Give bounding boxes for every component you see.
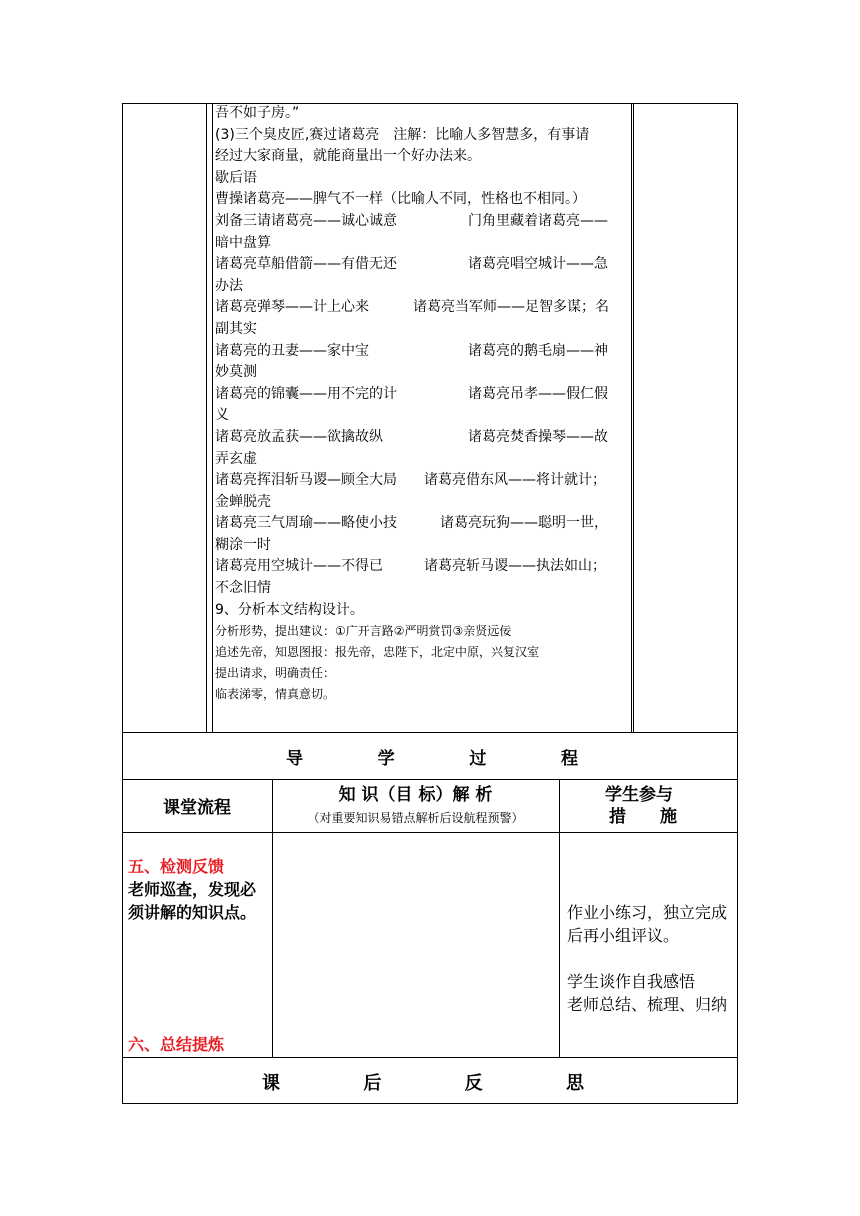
text-part: 诸葛亮的锦囊——用不完的计 [215, 385, 397, 402]
text-line: 副其实 [215, 320, 257, 337]
text-part: 门角里藏着诸葛亮—— [468, 212, 608, 229]
text-part: 诸葛亮草船借箭——有借无还 [215, 256, 397, 273]
text-line: 曹操诸葛亮——脾气不一样（比喻人不同，性格也不相同。） [215, 191, 586, 208]
text-part: 诸葛亮唱空城计——急 [468, 256, 608, 273]
text-line [215, 513, 633, 535]
text-part: 诸葛亮挥泪斩马谡—顾全大局 [215, 472, 397, 489]
heading-char: 过 [469, 749, 487, 769]
text-part: 诸葛亮放孟获——欲擒故纵 [215, 428, 383, 445]
header-flow [122, 779, 272, 832]
top-divider-inner-a [212, 103, 213, 732]
table-bottom-border [122, 1103, 738, 1104]
heading-char: 课 [262, 1073, 280, 1094]
text-line: 歇后语 [215, 169, 257, 186]
text-line-small: 临表涕零，情真意切。 [215, 687, 336, 702]
top-divider-right [633, 103, 634, 732]
text-line [215, 384, 633, 406]
header-knowledge [272, 779, 559, 832]
text-line [215, 254, 633, 276]
text-line [215, 341, 633, 363]
step6-title: 六、总结提炼 [128, 1035, 225, 1054]
student-p3: 老师总结、梳理、归纳 [567, 995, 728, 1014]
header-flow-label: 课堂流程 [163, 798, 231, 818]
text-line: 义 [215, 407, 229, 424]
table-left-border [122, 103, 123, 1104]
text-line [215, 297, 633, 319]
text-line: 金蝉脱壳 [215, 493, 271, 510]
text-line [215, 211, 633, 233]
text-part: 诸葛亮玩狗——聪明一世， [440, 515, 608, 532]
text-part: 诸葛亮的鹅毛扇——神 [468, 342, 608, 359]
table-right-border [737, 103, 738, 1104]
guide-heading [286, 744, 578, 769]
separator-body [122, 1057, 738, 1058]
text-part: 刘备三请诸葛亮——诚心诚意 [215, 212, 397, 229]
text-line [215, 470, 633, 492]
text-part: 诸葛亮的丑妻——家中宝 [215, 342, 369, 359]
header-student-line2: 措 施 [609, 807, 677, 827]
text-line-small: 分析形势，提出建议：①广开言路②严明赏罚③亲贤远佞 [215, 624, 512, 639]
student-p1: 作业小练习，独立完成后再小组评议。 [567, 903, 728, 945]
heading-char: 反 [464, 1073, 483, 1094]
heading-char: 学 [377, 749, 395, 769]
separator-top-section [122, 732, 738, 733]
student-cell [567, 901, 733, 1016]
student-p2: 学生谈作自我感悟 [567, 972, 696, 991]
text-part: 诸葛亮借东风——将计就计； [424, 472, 606, 489]
step5-title: 五、检测反馈 [128, 857, 225, 876]
text-line: 吾不如子房。” [215, 105, 300, 121]
header-student-line1: 学生参与 [605, 785, 673, 805]
text-part: 诸葛亮三气周瑜——略使小技 [215, 515, 397, 532]
text-line: (3)三个臭皮匠,赛过诸葛亮 注解：比喻人多智慧多，有事请 [215, 126, 590, 143]
header-student [559, 779, 737, 832]
heading-char: 思 [565, 1073, 584, 1094]
text-line-small: 追述先帝，知恩图报：报先帝，忠陛下，北定中原，兴复汉室 [215, 645, 540, 660]
step5-desc: 老师巡查，发现必须讲解的知识点。 [128, 880, 257, 922]
flow-cell [128, 855, 270, 924]
text-line: 办法 [215, 277, 243, 294]
text-line-small: 提出请求，明确责任： [215, 666, 336, 681]
text-line: 不念旧情 [215, 580, 271, 597]
header-knowledge-sub: （对重要知识易错点解析后设航程预警） [307, 811, 524, 825]
text-part: 诸葛亮弹琴——计上心来 [215, 299, 369, 316]
heading-char: 导 [286, 749, 303, 769]
text-line [215, 556, 633, 578]
top-divider-left [206, 103, 207, 732]
text-line [215, 427, 633, 449]
text-part: 诸葛亮当军师——足智多谋；名 [413, 299, 609, 316]
reflection-heading [262, 1069, 584, 1095]
header-knowledge-title: 知 识（目 标）解 析 [338, 785, 493, 805]
text-line: 暗中盘算 [215, 234, 271, 251]
separator-header [122, 832, 738, 833]
text-line: 9、分析本文结构设计。 [215, 601, 364, 618]
text-line: 弄玄虚 [215, 450, 257, 467]
text-line: 糊涂一时 [215, 536, 271, 553]
heading-char: 后 [363, 1073, 382, 1094]
text-line: 经过大家商量，就能商量出一个好办法来。 [215, 148, 481, 165]
top-content [215, 103, 633, 705]
text-part: 诸葛亮用空城计——不得已 [215, 558, 383, 575]
text-part: 诸葛亮吊孝——假仁假 [468, 385, 608, 402]
text-part: 诸葛亮斩马谡——执法如山； [424, 558, 606, 575]
text-part: 诸葛亮焚香操琴——故 [468, 428, 608, 445]
text-line: 妙莫测 [215, 364, 257, 381]
heading-char: 程 [560, 749, 578, 769]
